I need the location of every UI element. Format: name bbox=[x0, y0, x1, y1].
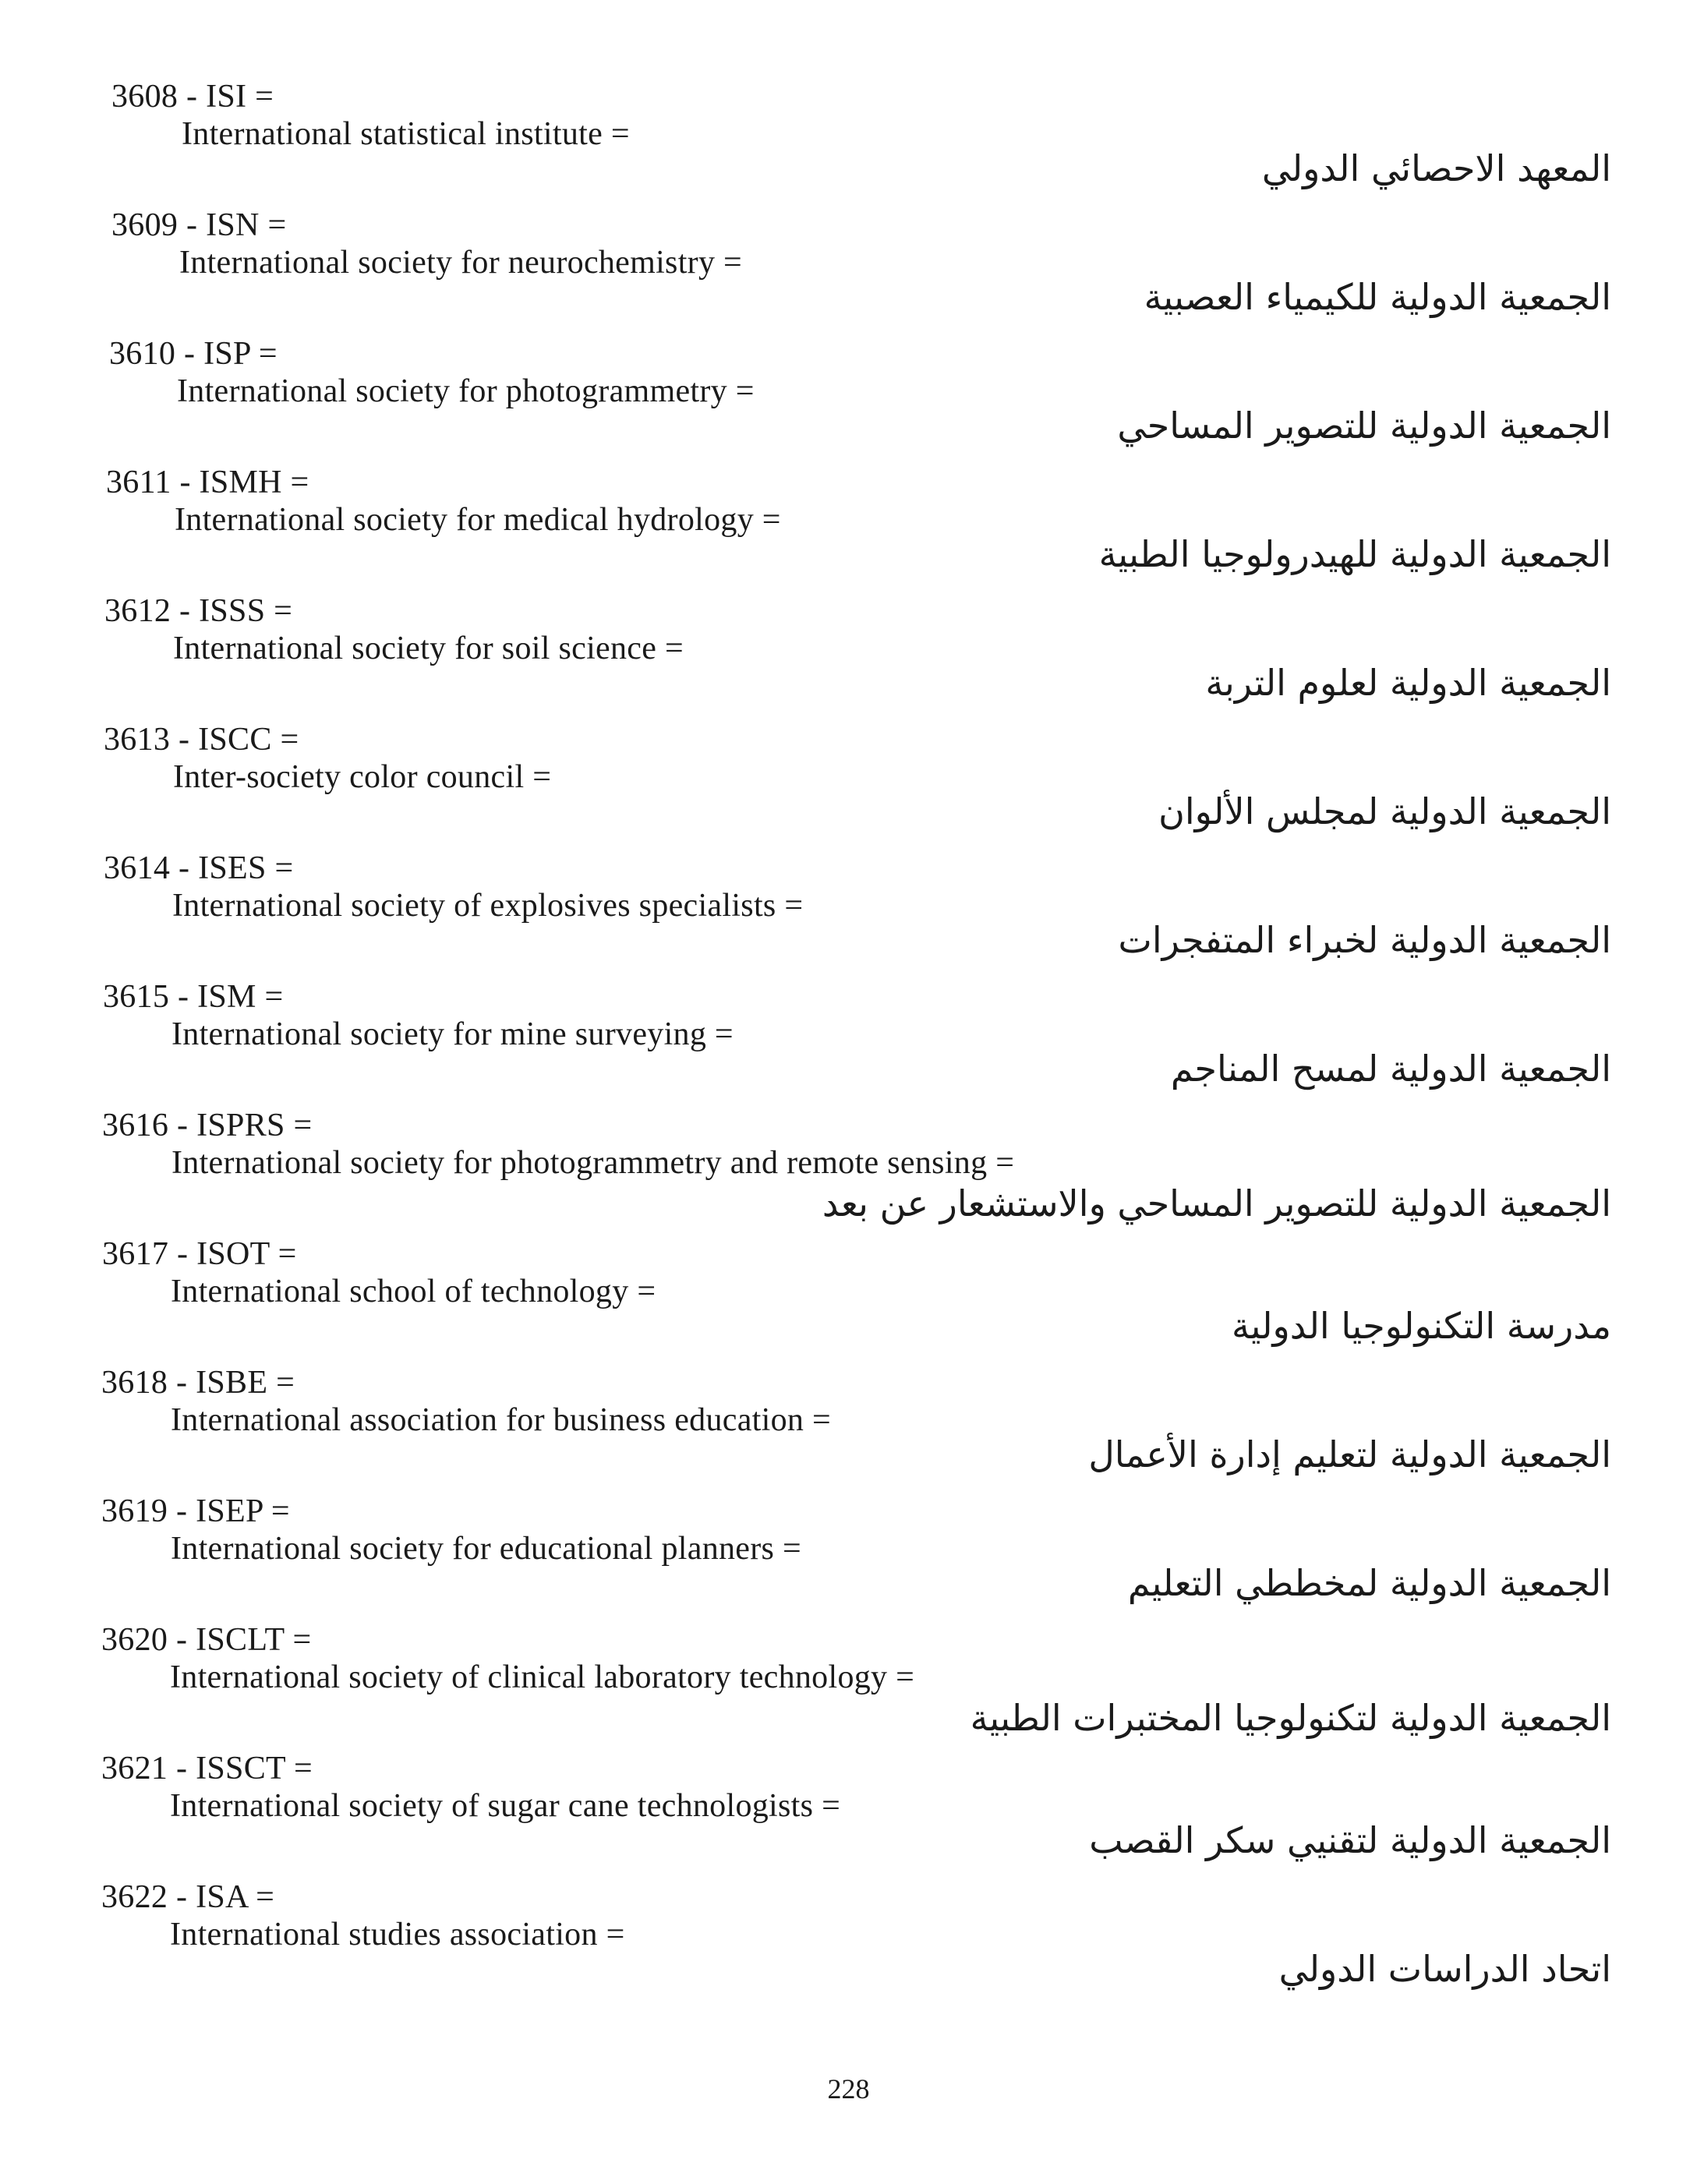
entry-arabic-term: الجمعية الدولية لتكنولوجيا المختبرات الطبية bbox=[970, 1697, 1611, 1739]
entry-english-term: International statistical institute = bbox=[182, 116, 630, 152]
entry-heading: 3610 - ISP = bbox=[109, 336, 278, 372]
entry-english-term: International society for photogrammetry and remote sensing = bbox=[171, 1145, 1015, 1181]
entry-3611 bbox=[0, 464, 1697, 593]
entry-heading: 3620 - ISCLT = bbox=[101, 1622, 312, 1658]
entry-heading: 3618 - ISBE = bbox=[101, 1365, 295, 1401]
entry-heading: 3615 - ISM = bbox=[103, 979, 284, 1015]
entry-arabic-term: الجمعية الدولية للتصوير المساحي والاستشعار عن بعد bbox=[822, 1182, 1611, 1225]
entry-arabic-term: الجمعية الدولية للتصوير المساحي bbox=[1117, 405, 1611, 447]
entry-english-term: International studies association = bbox=[170, 1917, 625, 1953]
entry-arabic-term: الجمعية الدولية لمجلس الألوان bbox=[1158, 790, 1611, 832]
entry-3620 bbox=[0, 1621, 1697, 1751]
entry-heading: 3621 - ISSCT = bbox=[101, 1751, 313, 1786]
entry-arabic-term: اتحاد الدراسات الدولي bbox=[1278, 1948, 1611, 1990]
entry-arabic-term: الجمعية الدولية لتعليم إدارة الأعمال bbox=[1088, 1433, 1611, 1475]
entry-3616 bbox=[0, 1107, 1697, 1236]
entry-3609 bbox=[0, 207, 1697, 336]
entry-3618 bbox=[0, 1364, 1697, 1493]
entry-heading: 3608 - ISI = bbox=[111, 79, 274, 115]
entry-english-term: International association for business education = bbox=[171, 1402, 831, 1438]
entry-3613 bbox=[0, 721, 1697, 850]
entry-arabic-term: الجمعية الدولية لمسح المناجم bbox=[1170, 1048, 1611, 1090]
entry-heading: 3612 - ISSS = bbox=[104, 593, 293, 629]
entry-arabic-term: الجمعية الدولية لخبراء المتفجرات bbox=[1118, 919, 1611, 961]
entry-english-term: International society for neurochemistry = bbox=[179, 245, 743, 281]
entry-heading: 3616 - ISPRS = bbox=[102, 1108, 313, 1143]
entry-3621 bbox=[0, 1750, 1697, 1879]
entry-arabic-term: الجمعية الدولية للكيمياء العصبية bbox=[1144, 276, 1611, 318]
entry-english-term: International school of technology = bbox=[171, 1274, 656, 1309]
entry-3615 bbox=[0, 978, 1697, 1108]
entry-3610 bbox=[0, 335, 1697, 465]
entry-3619 bbox=[0, 1493, 1697, 1622]
entry-3622 bbox=[0, 1878, 1697, 2008]
entry-english-term: International society for mine surveying = bbox=[171, 1016, 734, 1052]
entry-heading: 3609 - ISN = bbox=[111, 207, 287, 243]
entry-english-term: International society for medical hydrology = bbox=[175, 502, 781, 538]
entry-arabic-term: الجمعية الدولية لعلوم التربة bbox=[1205, 662, 1611, 704]
entry-english-term: International society of explosives specialists = bbox=[172, 888, 804, 924]
entry-3617 bbox=[0, 1235, 1697, 1365]
page-number: 228 bbox=[827, 2073, 870, 2104]
entry-arabic-term: الجمعية الدولية لمخططي التعليم bbox=[1127, 1562, 1611, 1604]
entry-arabic-term: الجمعية الدولية لتقنيي سكر القصب bbox=[1089, 1819, 1611, 1861]
entry-heading: 3617 - ISOT = bbox=[102, 1236, 297, 1272]
entry-3612 bbox=[0, 592, 1697, 722]
entry-english-term: International society for soil science = bbox=[173, 631, 684, 666]
entry-heading: 3622 - ISA = bbox=[101, 1879, 275, 1915]
entry-heading: 3611 - ISMH = bbox=[106, 465, 309, 500]
entry-arabic-term: مدرسة التكنولوجيا الدولية bbox=[1232, 1305, 1611, 1347]
entry-arabic-term: المعهد الاحصائي الدولي bbox=[1261, 147, 1611, 189]
entry-3614 bbox=[0, 850, 1697, 979]
entry-arabic-term: الجمعية الدولية للهيدرولوجيا الطبية bbox=[1098, 533, 1611, 575]
entry-english-term: Inter-society color council = bbox=[173, 759, 552, 795]
entry-heading: 3613 - ISCC = bbox=[104, 722, 299, 758]
entry-english-term: International society for educational planners = bbox=[171, 1531, 801, 1567]
entry-english-term: International society of clinical laboratory technology = bbox=[170, 1659, 915, 1695]
entry-3608 bbox=[0, 78, 1697, 207]
entry-heading: 3614 - ISES = bbox=[104, 850, 294, 886]
entry-english-term: International society for photogrammetry = bbox=[177, 373, 755, 409]
entry-english-term: International society of sugar cane technologists = bbox=[170, 1788, 841, 1824]
entry-heading: 3619 - ISEP = bbox=[101, 1493, 290, 1529]
